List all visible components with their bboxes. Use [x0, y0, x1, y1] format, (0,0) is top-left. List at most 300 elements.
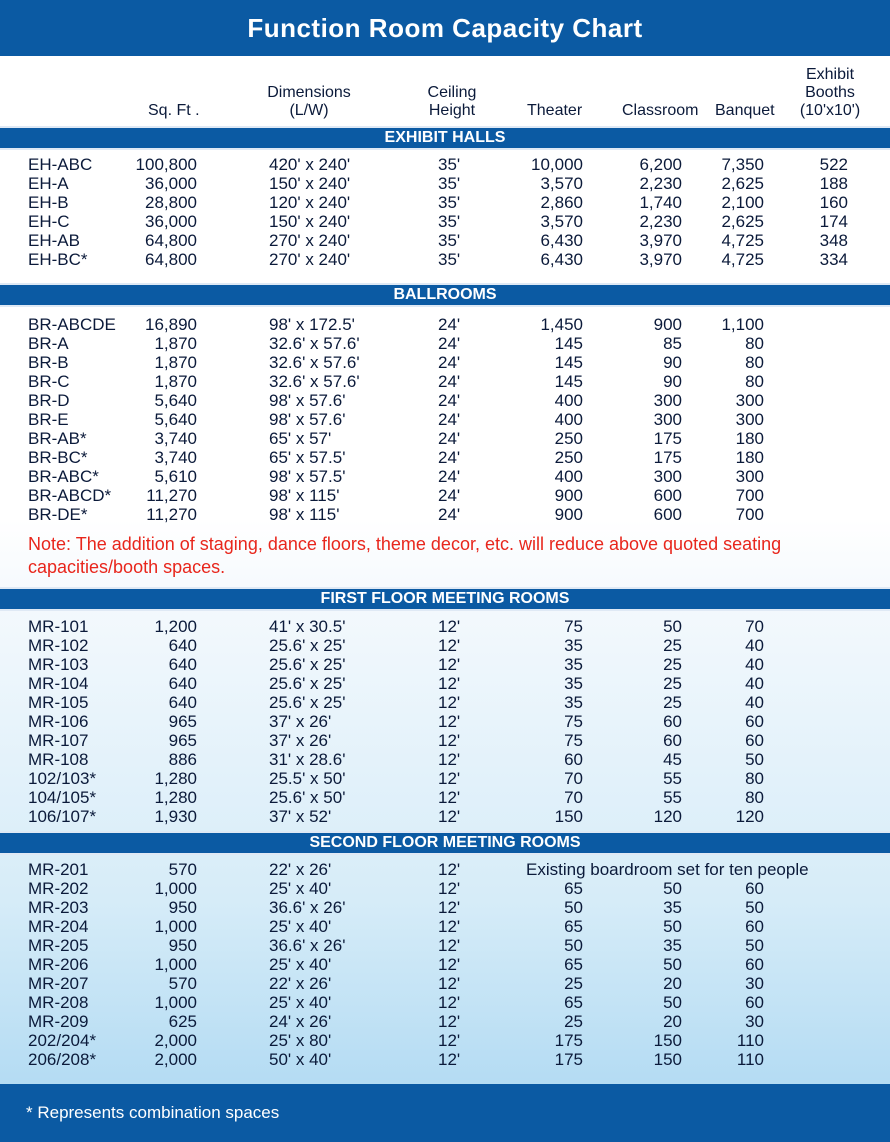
cell-exhibit-booths: 348	[819, 231, 848, 250]
cell-ceiling-height: 12'	[438, 936, 461, 955]
cell-dimensions: 31' x 28.6'	[269, 750, 346, 769]
cell-classroom: 600	[653, 486, 682, 505]
cell-sq-ft: 11,270	[146, 505, 197, 524]
table-row	[0, 486, 890, 505]
cell-dimensions: 25.6' x 25'	[269, 655, 346, 674]
header-exhibit-line3: (10'x10')	[799, 102, 861, 119]
cell-ceiling-height: 12'	[438, 788, 461, 807]
cell-dimensions: 22' x 26'	[269, 860, 332, 879]
cell-exhibit-booths: 522	[819, 155, 848, 174]
cell-ceiling-height: 12'	[438, 636, 461, 655]
cell-banquet: 30	[745, 1012, 764, 1031]
cell-sq-ft: 965	[168, 731, 197, 750]
cell-banquet: 2,100	[721, 193, 764, 212]
cell-ceiling-height: 35'	[438, 231, 461, 250]
cell-classroom: 50	[663, 955, 682, 974]
cell-classroom: 150	[653, 1031, 682, 1050]
cell-classroom: 60	[663, 731, 682, 750]
cell-room-name: MR-203	[28, 898, 89, 917]
cell-sq-ft: 965	[168, 712, 197, 731]
cell-theater: 75	[564, 731, 583, 750]
table-row	[0, 860, 890, 879]
cell-theater: 35	[564, 693, 583, 712]
cell-sq-ft: 1,870	[154, 334, 197, 353]
cell-theater: 2,860	[540, 193, 583, 212]
ballroom-note: Note: The addition of staging, dance floors, theme decor, etc. will reduce above quoted seating capacities/booth spaces.	[28, 534, 782, 577]
cell-theater: 6,430	[540, 231, 583, 250]
cell-sq-ft: 1,000	[154, 917, 197, 936]
section-ballrooms: BALLROOMS	[0, 283, 890, 307]
header-exhibit-line1: Exhibit	[805, 66, 855, 83]
cell-banquet: 700	[735, 505, 764, 524]
table-row	[0, 155, 890, 174]
section-second-floor: SECOND FLOOR MEETING ROOMS	[0, 831, 890, 855]
cell-ceiling-height: 12'	[438, 1031, 461, 1050]
cell-ceiling-height: 12'	[438, 955, 461, 974]
cell-classroom: 25	[663, 636, 682, 655]
cell-sq-ft: 3,740	[154, 429, 197, 448]
cell-theater: 150	[554, 807, 583, 826]
cell-classroom: 2,230	[639, 174, 682, 193]
table-row	[0, 917, 890, 936]
table-row	[0, 174, 890, 193]
cell-room-name: EH-C	[28, 212, 70, 231]
table-row	[0, 974, 890, 993]
cell-theater: 175	[554, 1050, 583, 1069]
cell-dimensions: 25.5' x 50'	[269, 769, 346, 788]
cell-room-name: BR-AB*	[28, 429, 87, 448]
footer-note: * Represents combination spaces	[0, 1084, 890, 1142]
header-dimensions-line1: Dimensions	[267, 84, 351, 101]
cell-dimensions: 270' x 240'	[269, 250, 351, 269]
cell-dimensions: 37' x 26'	[269, 731, 332, 750]
cell-banquet: 80	[745, 788, 764, 807]
cell-room-name: MR-202	[28, 879, 89, 898]
cell-ceiling-height: 12'	[438, 769, 461, 788]
cell-classroom: 300	[653, 467, 682, 486]
cell-classroom: 60	[663, 712, 682, 731]
table-row	[0, 1050, 890, 1069]
cell-classroom: 25	[663, 693, 682, 712]
cell-classroom: 175	[653, 448, 682, 467]
table-row	[0, 936, 890, 955]
cell-dimensions: 24' x 26'	[269, 1012, 332, 1031]
cell-room-name: BR-DE*	[28, 505, 88, 524]
header-ceiling-line2: Height	[428, 102, 476, 119]
cell-dimensions: 36.6' x 26'	[269, 936, 346, 955]
cell-classroom: 6,200	[639, 155, 682, 174]
cell-sq-ft: 640	[168, 693, 197, 712]
cell-ceiling-height: 24'	[438, 448, 461, 467]
cell-ceiling-height: 12'	[438, 731, 461, 750]
cell-dimensions: 270' x 240'	[269, 231, 351, 250]
cell-room-name: MR-102	[28, 636, 89, 655]
cell-room-name: MR-108	[28, 750, 89, 769]
cell-sq-ft: 28,800	[145, 193, 197, 212]
table-row	[0, 636, 890, 655]
cell-room-name: 106/107*	[28, 807, 97, 826]
cell-ceiling-height: 12'	[438, 674, 461, 693]
cell-room-name: BR-ABCDE	[28, 315, 116, 334]
header-ceiling-line1: Ceiling	[427, 84, 477, 101]
cell-classroom: 2,230	[639, 212, 682, 231]
cell-theater: 900	[554, 505, 583, 524]
cell-dimensions: 32.6' x 57.6'	[269, 353, 360, 372]
section-first-floor: FIRST FLOOR MEETING ROOMS	[0, 587, 890, 611]
cell-ceiling-height: 24'	[438, 353, 461, 372]
cell-ceiling-height: 24'	[438, 334, 461, 353]
table-row	[0, 193, 890, 212]
cell-sq-ft: 1,000	[154, 993, 197, 1012]
cell-theater: 60	[564, 750, 583, 769]
table-row	[0, 807, 890, 826]
cell-sq-ft: 64,800	[145, 231, 197, 250]
header-banquet: Banquet	[715, 102, 775, 119]
table-row	[0, 353, 890, 372]
cell-banquet: 700	[735, 486, 764, 505]
cell-banquet: 40	[745, 655, 764, 674]
cell-exhibit-booths: 160	[819, 193, 848, 212]
cell-classroom: 120	[653, 807, 682, 826]
table-row	[0, 231, 890, 250]
cell-theater: 35	[564, 655, 583, 674]
cell-theater: 145	[554, 334, 583, 353]
cell-room-name: EH-ABC	[28, 155, 93, 174]
cell-room-name: BR-ABCD*	[28, 486, 112, 505]
cell-dimensions: 25' x 40'	[269, 993, 332, 1012]
cell-dimensions: 36.6' x 26'	[269, 898, 346, 917]
cell-theater: 65	[564, 879, 583, 898]
cell-ceiling-height: 24'	[438, 505, 461, 524]
cell-ceiling-height: 12'	[438, 617, 461, 636]
cell-room-remark: Existing boardroom set for ten people	[526, 860, 809, 879]
cell-sq-ft: 1,870	[154, 372, 197, 391]
cell-dimensions: 150' x 240'	[269, 174, 351, 193]
cell-sq-ft: 11,270	[146, 486, 197, 505]
cell-classroom: 25	[663, 655, 682, 674]
table-row	[0, 410, 890, 429]
cell-dimensions: 32.6' x 57.6'	[269, 372, 360, 391]
cell-theater: 70	[564, 769, 583, 788]
cell-dimensions: 37' x 26'	[269, 712, 332, 731]
cell-ceiling-height: 24'	[438, 486, 461, 505]
exhibit-halls-rows	[0, 155, 890, 269]
table-row	[0, 879, 890, 898]
cell-ceiling-height: 35'	[438, 193, 461, 212]
cell-dimensions: 25.6' x 25'	[269, 636, 346, 655]
table-row	[0, 212, 890, 231]
cell-banquet: 40	[745, 693, 764, 712]
table-row	[0, 1031, 890, 1050]
cell-banquet: 110	[736, 1050, 764, 1069]
cell-theater: 75	[564, 617, 583, 636]
cell-room-name: MR-209	[28, 1012, 89, 1031]
cell-banquet: 180	[735, 448, 764, 467]
cell-sq-ft: 100,800	[135, 155, 197, 174]
cell-theater: 250	[554, 448, 583, 467]
table-row	[0, 674, 890, 693]
cell-sq-ft: 36,000	[145, 174, 197, 193]
cell-sq-ft: 625	[168, 1012, 197, 1031]
cell-dimensions: 98' x 57.6'	[269, 391, 346, 410]
cell-ceiling-height: 35'	[438, 212, 461, 231]
cell-dimensions: 420' x 240'	[269, 155, 351, 174]
cell-ceiling-height: 12'	[438, 1050, 461, 1069]
table-row	[0, 372, 890, 391]
cell-room-name: BR-E	[28, 410, 69, 429]
cell-room-name: MR-106	[28, 712, 89, 731]
cell-sq-ft: 1,000	[154, 879, 197, 898]
cell-banquet: 80	[745, 769, 764, 788]
cell-dimensions: 98' x 115'	[269, 505, 340, 524]
cell-room-name: 202/204*	[28, 1031, 97, 1050]
cell-sq-ft: 1,280	[154, 769, 197, 788]
cell-ceiling-height: 12'	[438, 1012, 461, 1031]
cell-sq-ft: 886	[168, 750, 197, 769]
cell-ceiling-height: 12'	[438, 712, 461, 731]
header-dimensions	[262, 84, 356, 120]
section-exhibit-halls: EXHIBIT HALLS	[0, 126, 890, 150]
cell-banquet: 80	[745, 353, 764, 372]
cell-theater: 75	[564, 712, 583, 731]
cell-classroom: 50	[663, 617, 682, 636]
cell-theater: 145	[554, 372, 583, 391]
cell-theater: 400	[554, 467, 583, 486]
cell-sq-ft: 1,930	[154, 807, 197, 826]
cell-dimensions: 25' x 40'	[269, 879, 332, 898]
cell-theater: 10,000	[531, 155, 583, 174]
cell-classroom: 90	[663, 372, 682, 391]
cell-room-name: EH-B	[28, 193, 69, 212]
second-floor-rows	[0, 860, 890, 1069]
table-row	[0, 429, 890, 448]
cell-ceiling-height: 12'	[438, 655, 461, 674]
cell-room-name: MR-207	[28, 974, 89, 993]
cell-banquet: 110	[736, 1031, 764, 1050]
cell-classroom: 35	[663, 898, 682, 917]
cell-classroom: 300	[653, 410, 682, 429]
cell-room-name: MR-107	[28, 731, 89, 750]
cell-room-name: EH-BC*	[28, 250, 88, 269]
cell-dimensions: 150' x 240'	[269, 212, 351, 231]
cell-dimensions: 41' x 30.5'	[269, 617, 346, 636]
cell-exhibit-booths: 174	[819, 212, 848, 231]
cell-banquet: 60	[745, 879, 764, 898]
cell-room-name: MR-101	[28, 617, 89, 636]
cell-banquet: 4,725	[721, 250, 764, 269]
table-row	[0, 315, 890, 334]
header-dimensions-line2: (L/W)	[289, 102, 329, 119]
cell-banquet: 50	[745, 750, 764, 769]
cell-classroom: 35	[663, 936, 682, 955]
cell-sq-ft: 5,610	[154, 467, 197, 486]
cell-room-name: MR-201	[28, 860, 89, 879]
cell-banquet: 300	[735, 391, 764, 410]
cell-dimensions: 65' x 57.5'	[269, 448, 346, 467]
table-row	[0, 250, 890, 269]
cell-dimensions: 25.6' x 25'	[269, 674, 346, 693]
cell-room-name: MR-205	[28, 936, 89, 955]
cell-dimensions: 120' x 240'	[269, 193, 351, 212]
cell-classroom: 45	[663, 750, 682, 769]
ballrooms-rows	[0, 315, 890, 524]
cell-ceiling-height: 12'	[438, 974, 461, 993]
table-row	[0, 1012, 890, 1031]
cell-banquet: 70	[745, 617, 764, 636]
cell-classroom: 25	[663, 674, 682, 693]
cell-theater: 175	[554, 1031, 583, 1050]
cell-sq-ft: 950	[168, 898, 197, 917]
table-row	[0, 693, 890, 712]
cell-room-name: BR-D	[28, 391, 70, 410]
cell-dimensions: 25' x 80'	[269, 1031, 332, 1050]
cell-dimensions: 37' x 52'	[269, 807, 332, 826]
cell-sq-ft: 2,000	[154, 1050, 197, 1069]
cell-ceiling-height: 24'	[438, 410, 461, 429]
cell-dimensions: 32.6' x 57.6'	[269, 334, 360, 353]
cell-ceiling-height: 12'	[438, 860, 461, 879]
cell-ceiling-height: 12'	[438, 693, 461, 712]
cell-ceiling-height: 35'	[438, 250, 461, 269]
cell-ceiling-height: 12'	[438, 917, 461, 936]
cell-room-name: MR-103	[28, 655, 89, 674]
cell-classroom: 55	[663, 769, 682, 788]
cell-classroom: 150	[653, 1050, 682, 1069]
cell-dimensions: 98' x 57.5'	[269, 467, 346, 486]
cell-banquet: 7,350	[721, 155, 764, 174]
table-row	[0, 655, 890, 674]
cell-banquet: 60	[745, 731, 764, 750]
cell-theater: 900	[554, 486, 583, 505]
cell-theater: 3,570	[540, 174, 583, 193]
cell-banquet: 60	[745, 917, 764, 936]
cell-banquet: 80	[745, 334, 764, 353]
cell-ceiling-height: 12'	[438, 993, 461, 1012]
column-headers	[0, 56, 890, 126]
header-theater: Theater	[527, 102, 583, 119]
cell-exhibit-booths: 188	[819, 174, 848, 193]
cell-theater: 250	[554, 429, 583, 448]
cell-dimensions: 25.6' x 25'	[269, 693, 346, 712]
cell-banquet: 300	[735, 467, 764, 486]
header-classroom: Classroom	[622, 102, 699, 119]
cell-dimensions: 25' x 40'	[269, 955, 332, 974]
cell-ceiling-height: 12'	[438, 898, 461, 917]
cell-sq-ft: 570	[168, 860, 197, 879]
cell-sq-ft: 1,870	[154, 353, 197, 372]
cell-classroom: 900	[653, 315, 682, 334]
cell-ceiling-height: 12'	[438, 750, 461, 769]
cell-banquet: 4,725	[721, 231, 764, 250]
cell-room-name: MR-206	[28, 955, 89, 974]
cell-sq-ft: 36,000	[145, 212, 197, 231]
cell-banquet: 60	[745, 993, 764, 1012]
header-sqft: Sq. Ft .	[148, 102, 200, 119]
cell-theater: 1,450	[540, 315, 583, 334]
cell-classroom: 50	[663, 993, 682, 1012]
cell-ceiling-height: 24'	[438, 372, 461, 391]
cell-theater: 65	[564, 917, 583, 936]
cell-theater: 65	[564, 955, 583, 974]
cell-theater: 50	[564, 936, 583, 955]
header-exhibit-line2: Booths	[805, 84, 855, 101]
cell-sq-ft: 1,000	[154, 955, 197, 974]
table-row	[0, 448, 890, 467]
cell-banquet: 1,100	[721, 315, 764, 334]
cell-banquet: 60	[745, 955, 764, 974]
cell-room-name: BR-C	[28, 372, 70, 391]
cell-ceiling-height: 35'	[438, 174, 461, 193]
cell-dimensions: 50' x 40'	[269, 1050, 332, 1069]
cell-room-name: EH-A	[28, 174, 69, 193]
cell-sq-ft: 950	[168, 936, 197, 955]
cell-theater: 35	[564, 674, 583, 693]
cell-room-name: MR-104	[28, 674, 89, 693]
cell-classroom: 50	[663, 879, 682, 898]
table-row	[0, 505, 890, 524]
cell-room-name: MR-208	[28, 993, 89, 1012]
cell-ceiling-height: 24'	[438, 315, 461, 334]
cell-sq-ft: 1,200	[154, 617, 197, 636]
cell-theater: 25	[564, 1012, 583, 1031]
table-row	[0, 467, 890, 486]
cell-banquet: 40	[745, 636, 764, 655]
cell-banquet: 30	[745, 974, 764, 993]
table-row	[0, 769, 890, 788]
cell-sq-ft: 1,280	[154, 788, 197, 807]
cell-dimensions: 98' x 172.5'	[269, 315, 355, 334]
cell-sq-ft: 640	[168, 655, 197, 674]
cell-classroom: 90	[663, 353, 682, 372]
cell-ceiling-height: 24'	[438, 467, 461, 486]
cell-classroom: 85	[663, 334, 682, 353]
cell-classroom: 20	[663, 1012, 682, 1031]
cell-sq-ft: 640	[168, 636, 197, 655]
cell-theater: 400	[554, 410, 583, 429]
cell-theater: 145	[554, 353, 583, 372]
cell-dimensions: 25.6' x 50'	[269, 788, 346, 807]
cell-banquet: 40	[745, 674, 764, 693]
cell-theater: 50	[564, 898, 583, 917]
cell-banquet: 180	[735, 429, 764, 448]
cell-banquet: 50	[745, 898, 764, 917]
cell-room-name: BR-ABC*	[28, 467, 99, 486]
cell-room-name: BR-BC*	[28, 448, 88, 467]
cell-theater: 25	[564, 974, 583, 993]
cell-banquet: 120	[735, 807, 764, 826]
cell-room-name: BR-B	[28, 353, 69, 372]
table-row	[0, 391, 890, 410]
cell-sq-ft: 570	[168, 974, 197, 993]
cell-sq-ft: 2,000	[154, 1031, 197, 1050]
table-row	[0, 712, 890, 731]
cell-classroom: 20	[663, 974, 682, 993]
cell-banquet: 60	[745, 712, 764, 731]
header-exhibit-booths	[794, 66, 866, 120]
table-row	[0, 750, 890, 769]
table-row	[0, 788, 890, 807]
cell-banquet: 50	[745, 936, 764, 955]
cell-room-name: 102/103*	[28, 769, 97, 788]
cell-classroom: 50	[663, 917, 682, 936]
header-ceiling	[420, 84, 484, 120]
cell-sq-ft: 64,800	[145, 250, 197, 269]
cell-room-name: EH-AB	[28, 231, 80, 250]
cell-sq-ft: 16,890	[145, 315, 197, 334]
cell-theater: 35	[564, 636, 583, 655]
cell-classroom: 3,970	[639, 250, 682, 269]
cell-classroom: 1,740	[639, 193, 682, 212]
